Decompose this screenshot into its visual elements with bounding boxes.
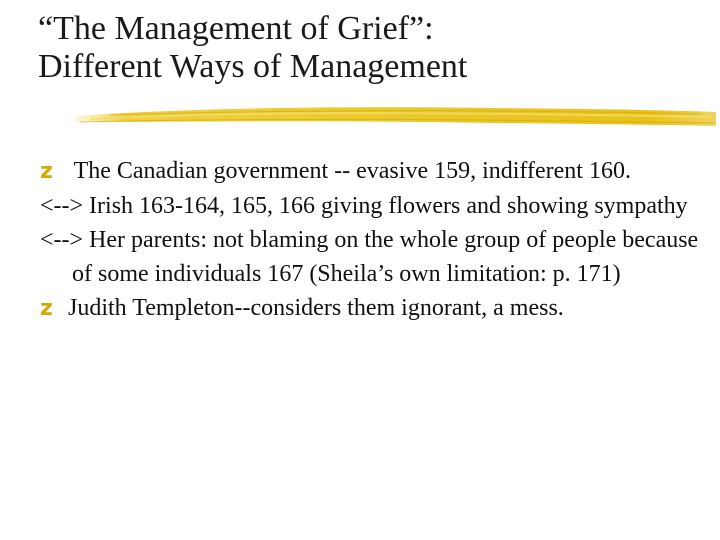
slide-body xyxy=(40,154,700,326)
item-text: The Canadian government -- evasive 159, indifferent 160. xyxy=(68,158,631,184)
item-text: Judith Templeton--considers them ignorant, a mess. xyxy=(68,295,564,321)
item-text: <--> Her parents: not blaming on the whole group of people because of some individuals 167 (Sheila’s own limitation: p. 171) xyxy=(40,227,699,287)
z-bullet-icon: z xyxy=(40,296,53,321)
title-line-2: Different Ways of Management xyxy=(38,48,468,85)
bullet-item-2 xyxy=(40,291,700,326)
item-text: <--> Irish 163-164, 165, 166 giving flowers and showing sympathy xyxy=(40,193,688,219)
z-bullet-icon: z xyxy=(40,159,53,184)
arrow-item-1 xyxy=(40,189,700,223)
slide-title xyxy=(38,10,708,86)
title-underline-brush-stroke xyxy=(70,98,720,134)
arrow-item-2 xyxy=(40,223,700,291)
bullet-item-1 xyxy=(40,154,700,189)
title-line-1: “The Management of Grief”: xyxy=(38,10,434,47)
